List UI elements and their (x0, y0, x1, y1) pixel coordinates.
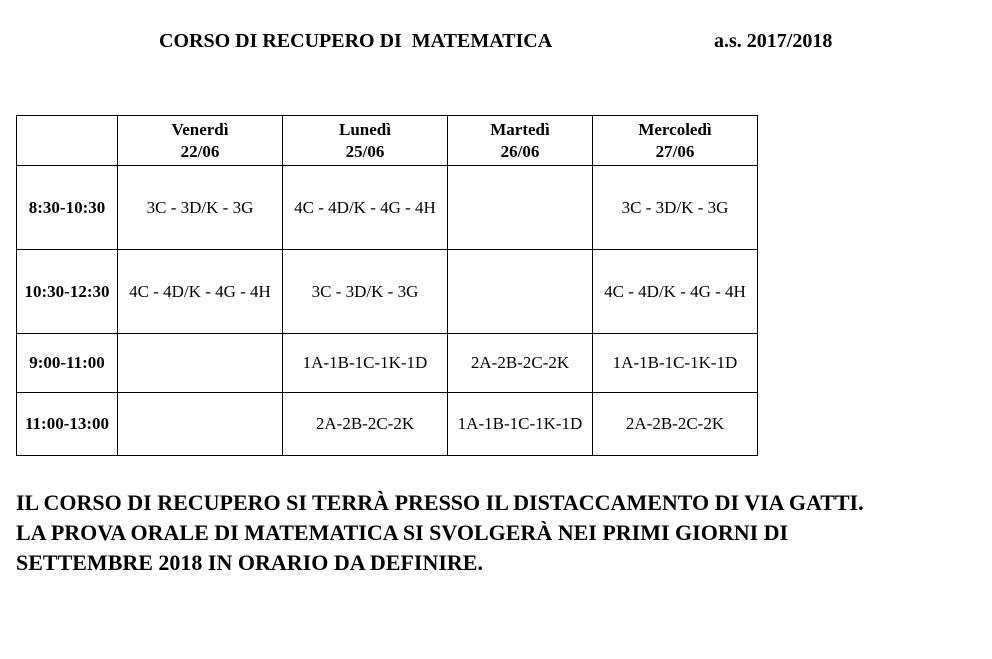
class-cell: 1A-1B-1C-1K-1D (448, 393, 593, 456)
class-cell: 4C - 4D/K - 4G - 4H (118, 250, 283, 334)
column-header (593, 116, 758, 166)
column-day: Mercoledì (638, 119, 712, 139)
column-header (283, 116, 448, 166)
table-row (17, 334, 758, 393)
class-cell: 4C - 4D/K - 4G - 4H (283, 166, 448, 250)
class-cell: 3C - 3D/K - 3G (283, 250, 448, 334)
schedule-table (16, 115, 758, 456)
notice-line: IL CORSO DI RECUPERO SI TERRÀ PRESSO IL DISTACCAMENTO DI VIA GATTI. (16, 490, 864, 515)
time-slot: 8:30-10:30 (17, 166, 118, 250)
class-cell (118, 334, 283, 393)
class-cell: 2A-2B-2C-2K (593, 393, 758, 456)
table-row (17, 393, 758, 456)
column-day: Venerdì (171, 119, 229, 139)
column-date: 26/06 (500, 141, 540, 161)
time-slot: 10:30-12:30 (17, 250, 118, 334)
class-cell: 4C - 4D/K - 4G - 4H (593, 250, 758, 334)
school-year: a.s. 2017/2018 (714, 30, 833, 52)
corner-cell (17, 116, 118, 166)
class-cell (448, 250, 593, 334)
column-date: 25/06 (345, 141, 385, 161)
class-cell: 1A-1B-1C-1K-1D (593, 334, 758, 393)
class-cell (118, 393, 283, 456)
column-header (448, 116, 593, 166)
notice-line: LA PROVA ORALE DI MATEMATICA SI SVOLGERÀ NEI PRIMI GIORNI DI (16, 520, 789, 545)
page-title: CORSO DI RECUPERO DI MATEMATICA (159, 30, 553, 52)
column-day: Lunedì (339, 119, 391, 139)
notice-text (16, 488, 864, 578)
class-cell: 3C - 3D/K - 3G (593, 166, 758, 250)
notice-line: SETTEMBRE 2018 IN ORARIO DA DEFINIRE. (16, 550, 483, 575)
class-cell: 3C - 3D/K - 3G (118, 166, 283, 250)
column-date: 22/06 (180, 141, 220, 161)
header-row (17, 116, 758, 166)
column-day: Martedì (490, 119, 550, 139)
class-cell (448, 166, 593, 250)
table-row (17, 250, 758, 334)
column-header (118, 116, 283, 166)
time-slot: 11:00-13:00 (17, 393, 118, 456)
class-cell: 2A-2B-2C-2K (448, 334, 593, 393)
time-slot: 9:00-11:00 (17, 334, 118, 393)
table-row (17, 166, 758, 250)
class-cell: 1A-1B-1C-1K-1D (283, 334, 448, 393)
column-date: 27/06 (655, 141, 695, 161)
class-cell: 2A-2B-2C-2K (283, 393, 448, 456)
